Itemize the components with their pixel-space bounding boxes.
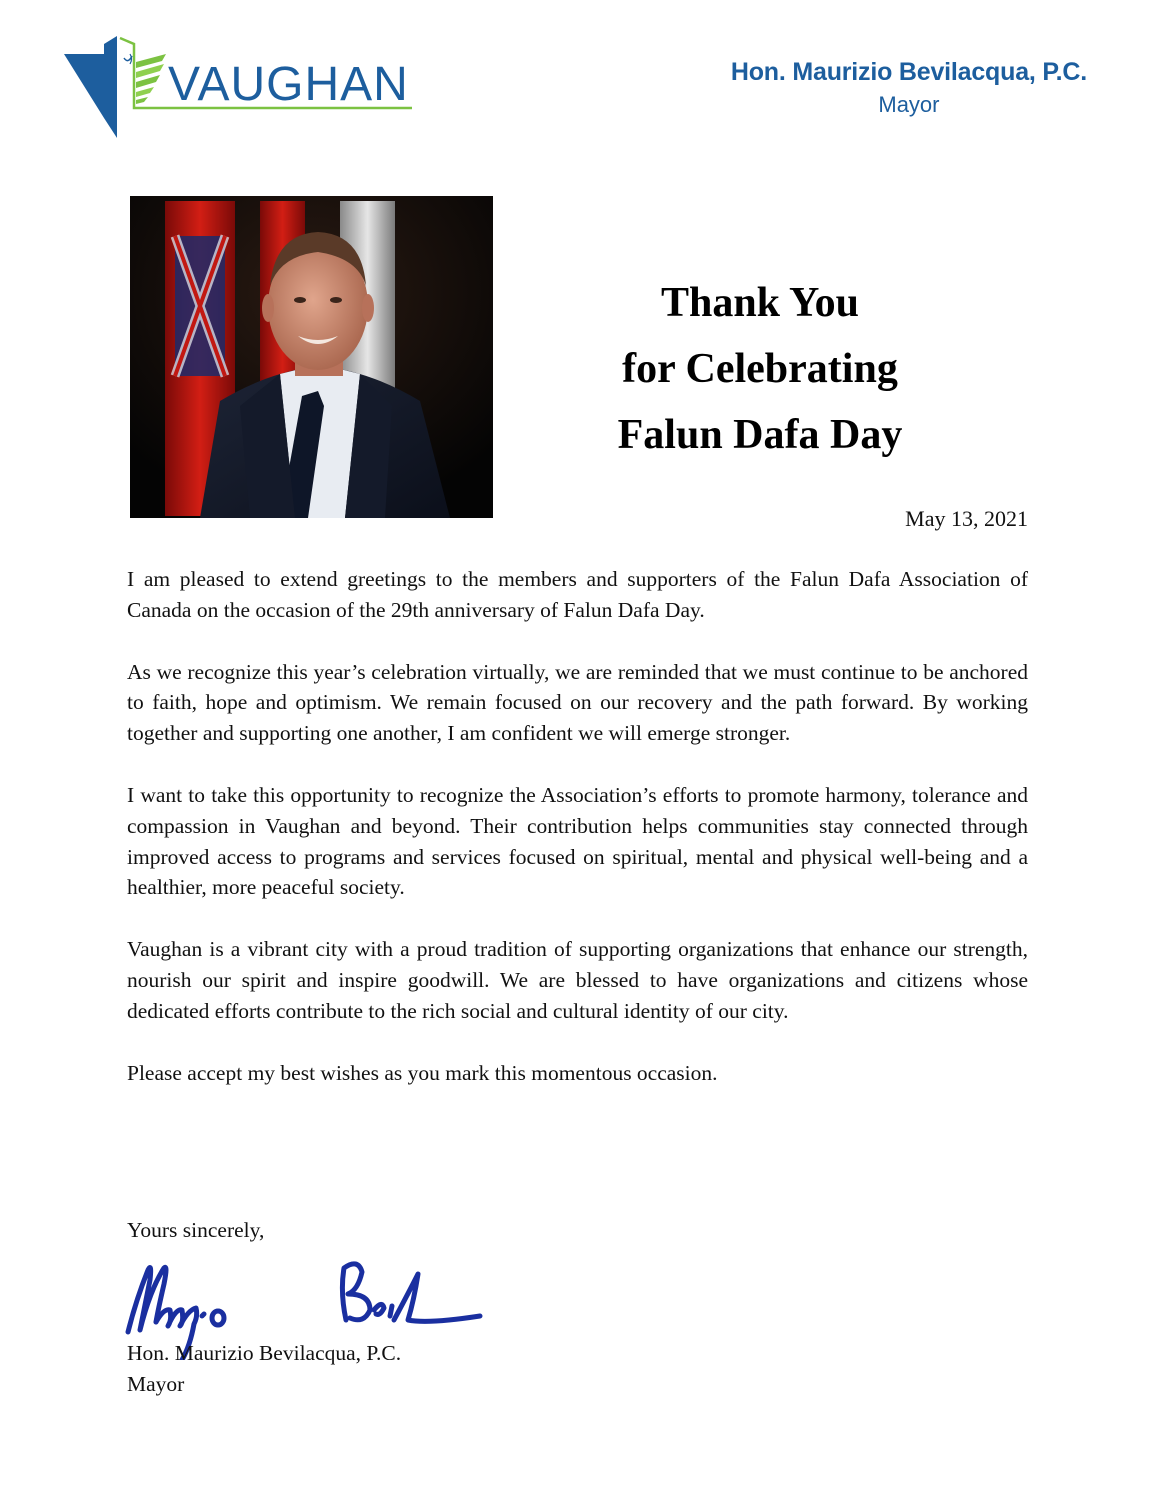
paragraph-association: I want to take this opportunity to recognize the Association’s efforts to promote harmony, tolerance and compassion in Vaughan and beyond. Their contribution helps communities stay connected through improved access to programs and services focused on spiritual, mental and physical well-being and a healthier, more peaceful society. (127, 782, 1028, 900)
paragraph-best-wishes: Please accept my best wishes as you mark this momentous occasion. (127, 1060, 718, 1085)
headline-line-2: for Celebrating (622, 346, 898, 392)
mayor-title: Mayor (878, 92, 940, 117)
portrait-image-icon (130, 196, 493, 518)
closing-salutation: Yours sincerely, (127, 1218, 265, 1242)
signatory-block (127, 1338, 401, 1400)
signatory-title: Mayor (127, 1372, 185, 1396)
headline-line-1: Thank You (660, 280, 860, 326)
paragraph-greeting: I am pleased to extend greetings to the members and supporters of the Falun Dafa Association of Canada on the occasion of the 29th anniversary of Falun Dafa Day. (127, 567, 1028, 622)
letter-body (127, 564, 1028, 1119)
paragraph-recognition: As we recognize this year’s celebration virtually, we are reminded that we must continue to be anchored to faith, hope and optimism. We remain focused on our recovery and the path forward. By working together and supporting one another, I am confident we will emerge stronger. (127, 659, 1028, 746)
letter-date: May 13, 2021 (905, 506, 1028, 531)
mayor-letterhead (731, 56, 1087, 120)
vaughan-logo (62, 34, 414, 140)
svg-text:VAUGHAN: VAUGHAN (168, 58, 409, 111)
vaughan-city-logo-icon (62, 34, 414, 140)
paragraph-vaughan: Vaughan is a vibrant city with a proud tradition of supporting organizations that enhance our strength, nourish our spirit and inspire goodwill. We are blessed to have organizations and citizens whose dedicated efforts contribute to the rich social and cultural identity of our city. (127, 937, 1028, 1023)
signatory-name: Hon. Maurizio Bevilacqua, P.C. (127, 1341, 402, 1365)
headline-line-3: Falun Dafa Day (617, 412, 903, 458)
mayor-portrait-photo (130, 196, 493, 518)
mayor-name: Hon. Maurizio Bevilacqua, P.C. (730, 58, 1087, 86)
headline (560, 270, 960, 468)
